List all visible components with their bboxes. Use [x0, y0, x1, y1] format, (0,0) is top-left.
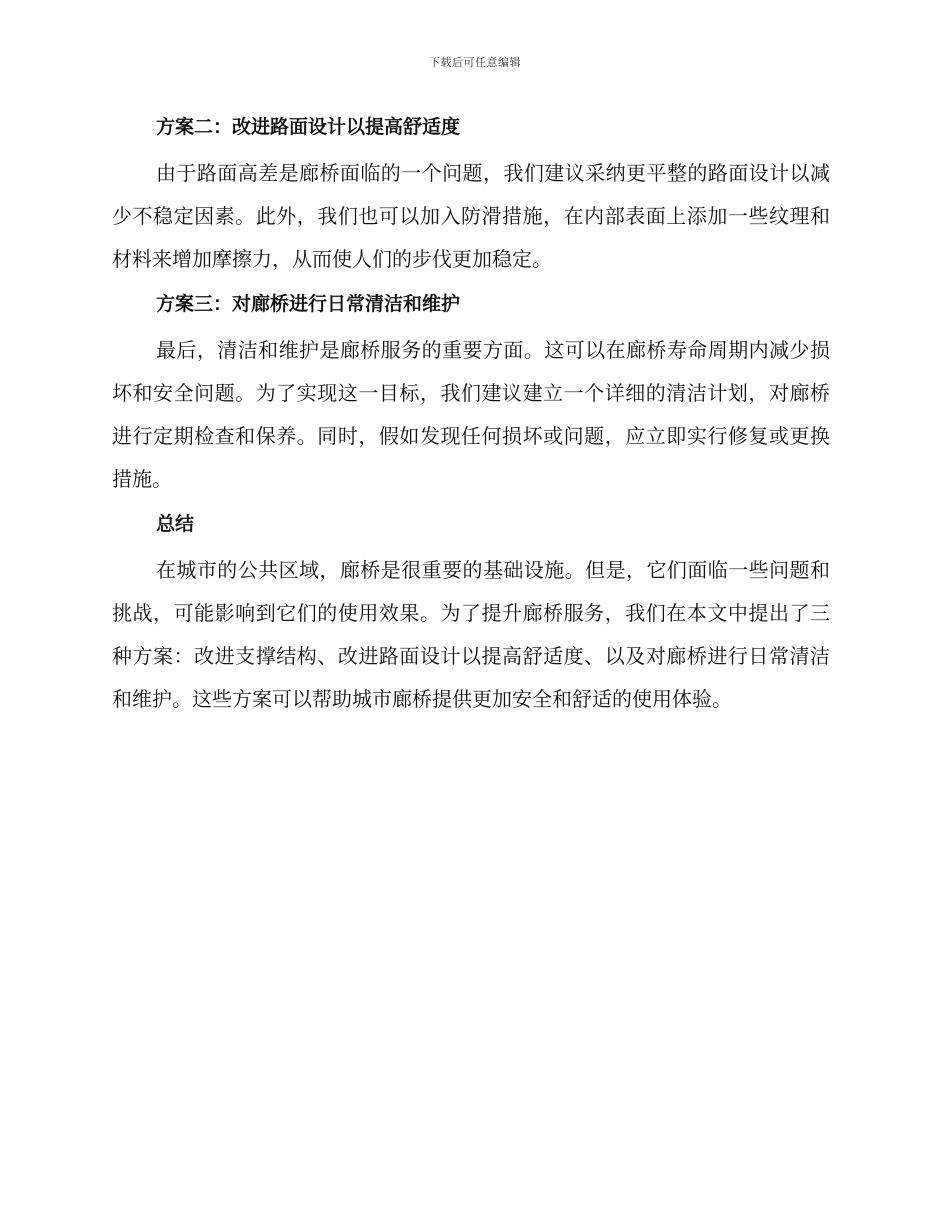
section-paragraph: 最后，清洁和维护是廊桥服务的重要方面。这可以在廊桥寿命周期内减少损坏和安全问题。为了实现这一目标，我们建议建立一个详细的清洁计划，对廊桥进行定期检查和保养。同时，假如发现任何损坏或问题，应立即实行修复或更换措施。	[112, 338, 830, 491]
section-paragraph: 在城市的公共区域，廊桥是很重要的基础设施。但是，它们面临一些问题和挑战，可能影响到它们的使用效果。为了提升廊桥服务，我们在本文中提出了三种方案：改进支撑结构、改进路面设计以提高舒适度、以及对廊桥进行日常清洁和维护。这些方案可以帮助城市廊桥提供更加安全和舒适的使用体验。	[112, 558, 830, 711]
section-paragraph: 由于路面高差是廊桥面临的一个问题，我们建议采纳更平整的路面设计以减少不稳定因素。此外，我们也可以加入防滑措施，在内部表面上添加一些纹理和材料来增加摩擦力，从而使人们的步伐更加稳定。	[112, 161, 830, 271]
section-heading: 方案三：对廊桥进行日常清洁和维护	[156, 293, 461, 315]
section-summary	[112, 507, 830, 721]
section-plan-three	[112, 287, 830, 501]
section-heading: 总结	[156, 513, 195, 535]
document-body	[112, 110, 830, 727]
section-plan-two	[112, 110, 830, 281]
section-heading: 方案二：改进路面设计以提高舒适度	[156, 116, 461, 138]
page-header: 下载后可任意编辑	[429, 56, 521, 69]
